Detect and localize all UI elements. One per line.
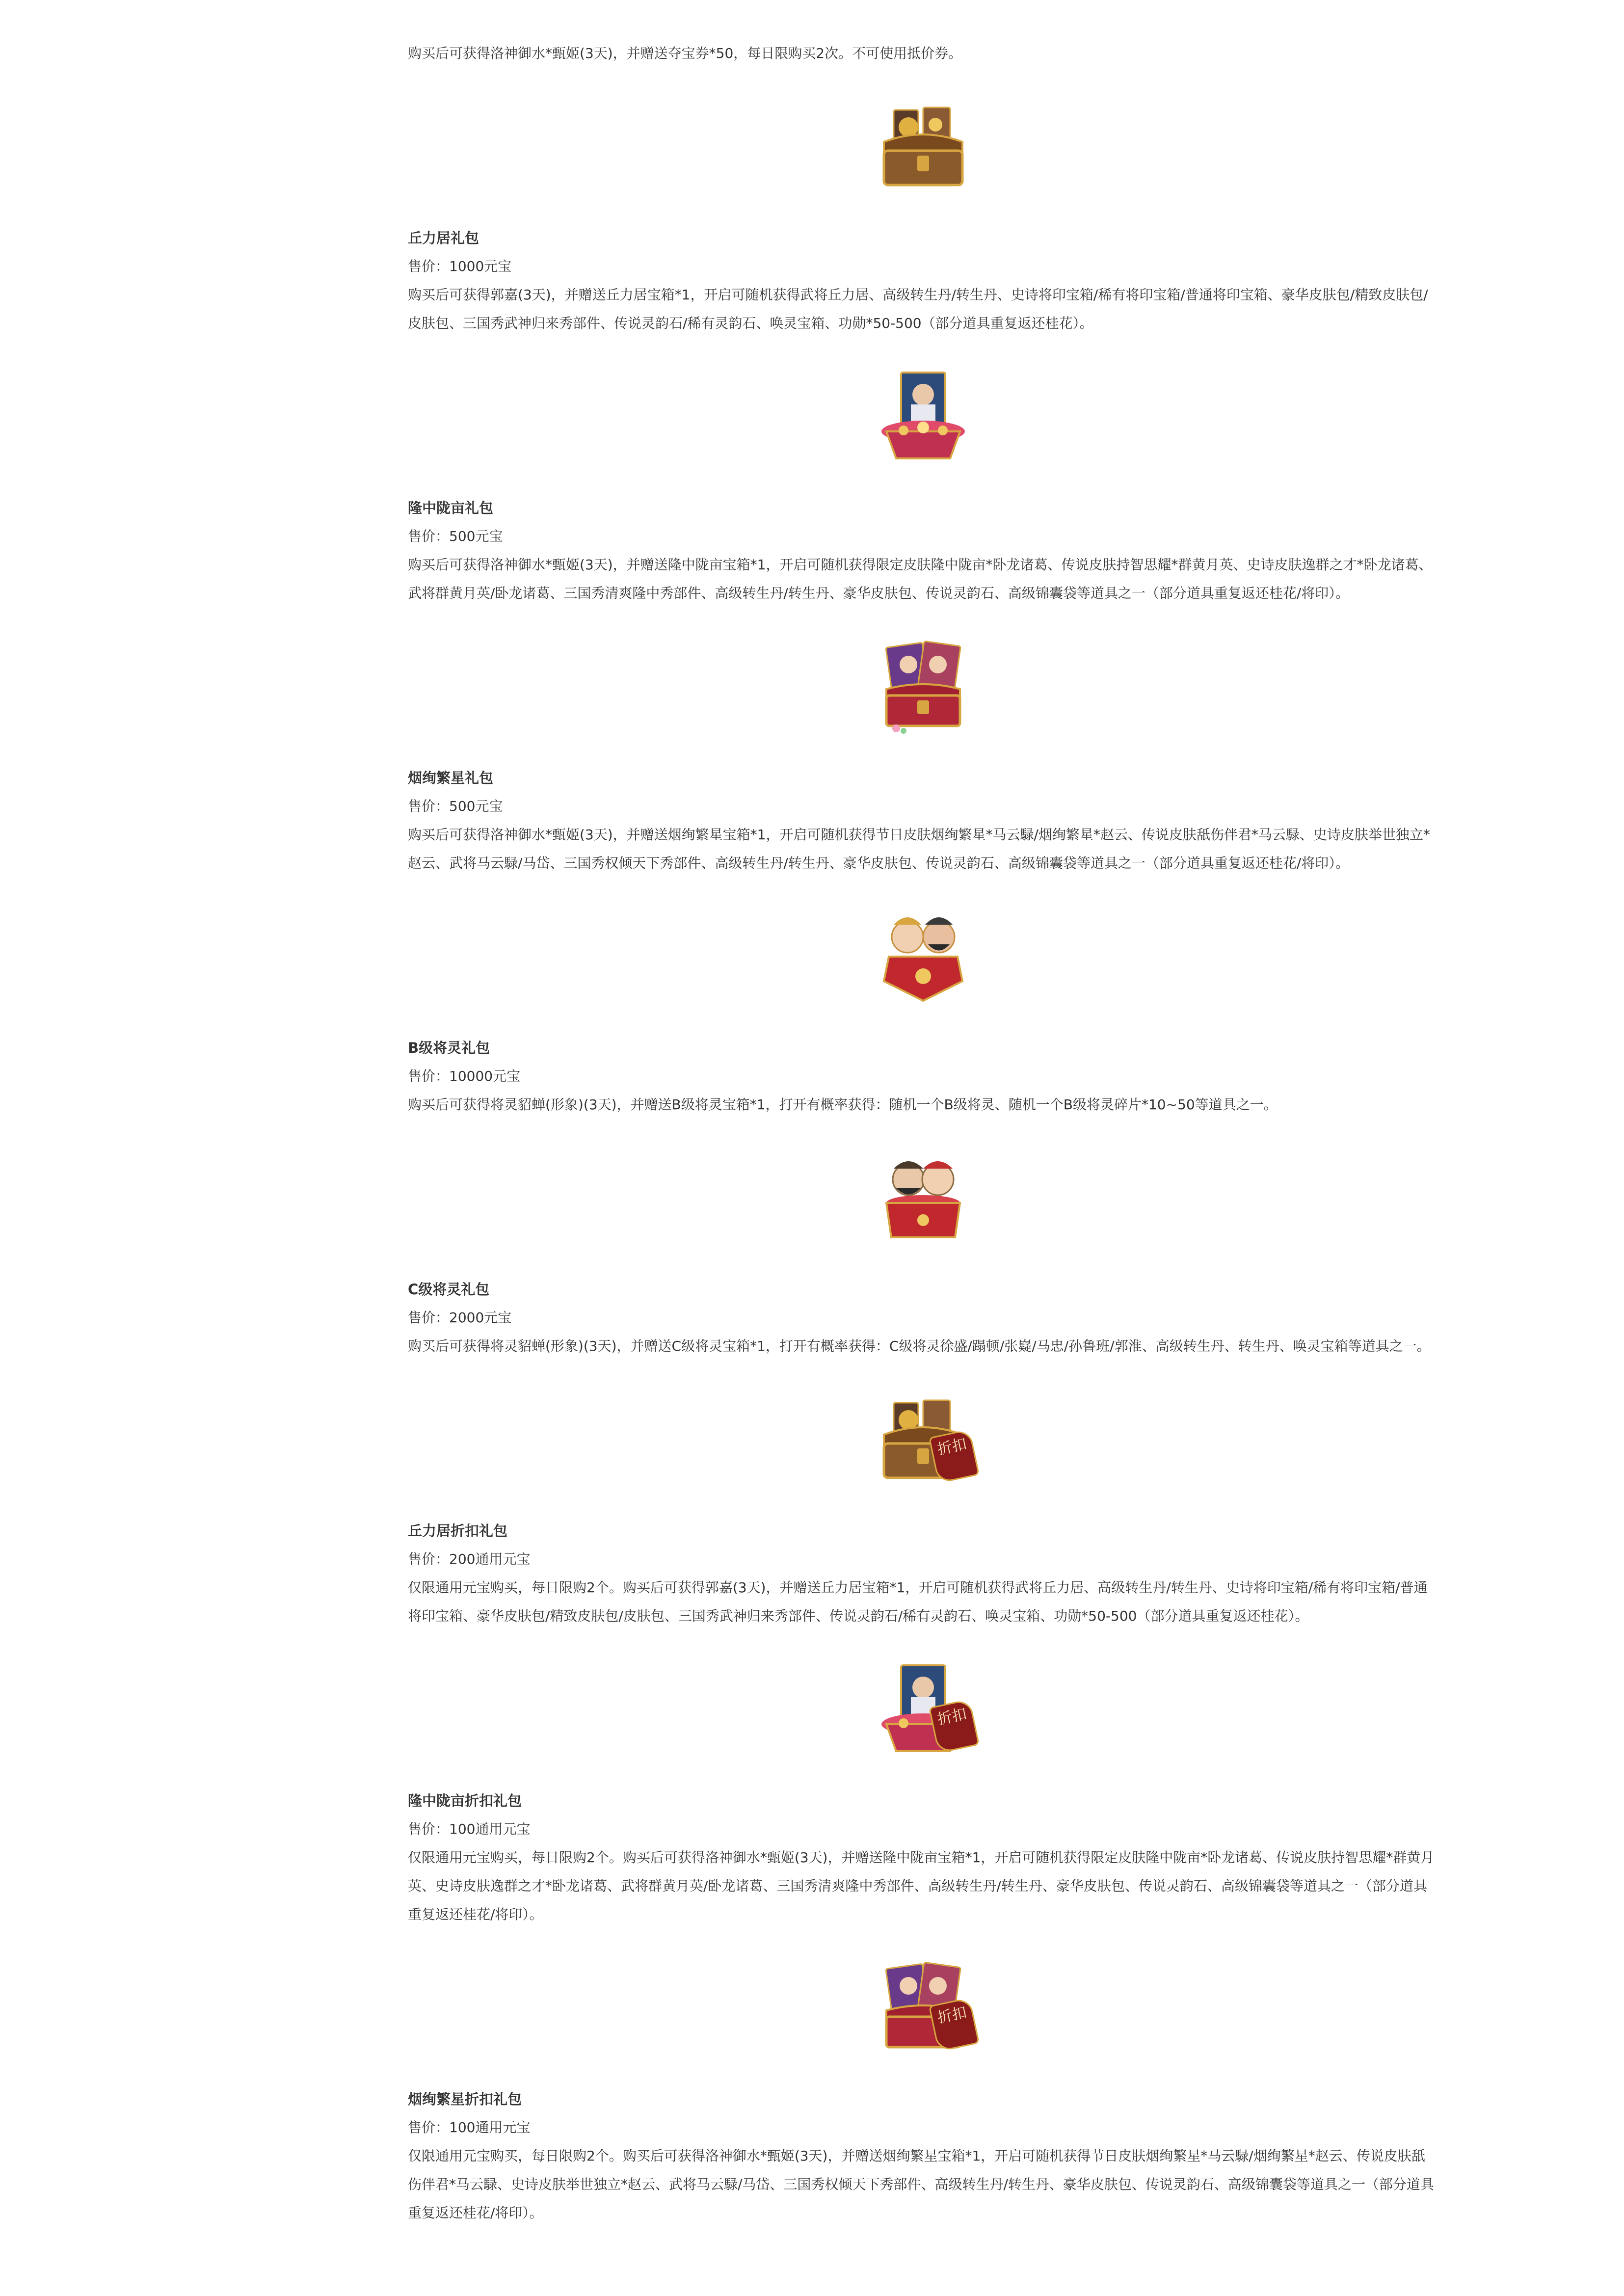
package-price: 售价：500元宝 [408, 528, 503, 544]
general-spirit-box-icon [874, 908, 972, 1006]
discount-label: 折扣 [935, 1705, 968, 1729]
package-description: 购买后可获得将灵貂蝉(形象)(3天)，并赠送B级将灵宝箱*1，打开有概率获得：随机一个B级将灵、随机一个B级将灵碎片*10~50等道具之一。 [408, 1096, 1278, 1113]
package-description: 购买后可获得郭嘉(3天)，并赠送丘力居宝箱*1，开启可随机获得武将丘力居、高级转生丹/转生丹、史诗将印宝箱/稀有将印宝箱/普通将印宝箱、豪华皮肤包/精致皮肤包/皮肤包、三国秀武神归来秀部件、传说灵韵石/稀有灵韵石、唤灵宝箱、功勋*50-500（部分道具重复返还桂花）。 [408, 287, 1428, 331]
package-description: 仅限通用元宝购买，每日限购2个。购买后可获得郭嘉(3天)，并赠送丘力居宝箱*1，开启可随机获得武将丘力居、高级转生丹/转生丹、史诗将印宝箱/稀有将印宝箱/普通将印宝箱、豪华皮肤包/精致皮肤包/皮肤包、三国秀武神归来秀部件、传说灵韵石/稀有灵韵石、唤灵宝箱、功勋*50-500（部分道具重复返还桂花）。 [408, 1579, 1428, 1624]
package-title: 烟绚繁星礼包 [408, 770, 494, 786]
package-icon-row [408, 1383, 1438, 1496]
treasure-chest-icon [874, 98, 972, 196]
package-price: 售价：1000元宝 [408, 258, 512, 274]
gift-pack-list [408, 39, 1438, 2227]
package-price: 售价：2000元宝 [408, 1309, 512, 1326]
package-description: 仅限通用元宝购买，每日限购2个。购买后可获得洛神御水*甄姬(3天)，并赠送隆中陇亩宝箱*1，开启可随机获得限定皮肤隆中陇亩*卧龙诸葛、传说皮肤持智思耀*群黄月英、史诗皮肤逸群之才*卧龙诸葛、武将群黄月英/卧龙诸葛、三国秀清爽隆中秀部件、高级转生丹/转生丹、豪华皮肤包、传说灵韵石、高级锦囊袋等道具之一（部分道具重复返还桂花/将印）。 [408, 1849, 1435, 1922]
package-icon-row [408, 1142, 1438, 1255]
package-icon-row [408, 1653, 1438, 1766]
discount-portrait-chest-icon [874, 1959, 972, 2057]
package-icon-row [408, 360, 1438, 473]
package-icon-row [408, 90, 1438, 203]
portrait-chest-icon [874, 638, 972, 736]
package-icon-row [408, 630, 1438, 743]
package-description: 仅限通用元宝购买，每日限购2个。购买后可获得洛神御水*甄姬(3天)，并赠送烟绚繁星宝箱*1，开启可随机获得节日皮肤烟绚繁星*马云騄/烟绚繁星*赵云、传说皮肤舐伤伴君*马云騄、史诗皮肤举世独立*赵云、武将马云騄/马岱、三国秀权倾天下秀部件、高级转生丹/转生丹、豪华皮肤包、传说灵韵石、高级锦囊袋等道具之一（部分道具重复返还桂花/将印）。 [408, 2148, 1434, 2221]
discount-label: 折扣 [935, 1435, 968, 1459]
package-price: 售价：500元宝 [408, 798, 503, 814]
package-price: 售价：10000元宝 [408, 1068, 521, 1084]
package-title: B级将灵礼包 [408, 1040, 490, 1056]
portrait-gift-box-icon [874, 368, 972, 466]
package-title: 隆中陇亩折扣礼包 [408, 1792, 522, 1809]
package-description: 购买后可获得将灵貂蝉(形象)(3天)，并赠送C级将灵宝箱*1，打开有概率获得：C级将灵徐盛/蹋顿/张嶷/马忠/孙鲁班/郭淮、高级转生丹、转生丹、唤灵宝箱等道具之一。 [408, 1338, 1431, 1354]
package-title: 丘力居折扣礼包 [408, 1522, 508, 1539]
discount-portrait-box-icon [874, 1660, 972, 1759]
package-icon-row [408, 900, 1438, 1013]
package-price: 售价：200通用元宝 [408, 1551, 531, 1567]
package-icon-row [408, 1951, 1438, 2064]
discount-chest-icon [874, 1390, 972, 1489]
discount-label: 折扣 [935, 2003, 968, 2027]
package-price: 售价：100通用元宝 [408, 2119, 531, 2136]
intro-text: 购买后可获得洛神御水*甄姬(3天)，并赠送夺宝券*50，每日限购买2次。不可使用抵价券。 [408, 45, 962, 61]
general-spirit-box-icon [874, 1149, 972, 1247]
package-description: 购买后可获得洛神御水*甄姬(3天)，并赠送烟绚繁星宝箱*1，开启可随机获得节日皮肤烟绚繁星*马云騄/烟绚繁星*赵云、传说皮肤舐伤伴君*马云騄、史诗皮肤举世独立*赵云、武将马云騄/马岱、三国秀权倾天下秀部件、高级转生丹/转生丹、豪华皮肤包、传说灵韵石、高级锦囊袋等道具之一（部分道具重复返还桂花/将印）。 [408, 827, 1430, 871]
package-description: 购买后可获得洛神御水*甄姬(3天)，并赠送隆中陇亩宝箱*1，开启可随机获得限定皮肤隆中陇亩*卧龙诸葛、传说皮肤持智思耀*群黄月英、史诗皮肤逸群之才*卧龙诸葛、武将群黄月英/卧龙诸葛、三国秀清爽隆中秀部件、高级转生丹/转生丹、豪华皮肤包、传说灵韵石、高级锦囊袋等道具之一（部分道具重复返还桂花/将印）。 [408, 557, 1433, 601]
package-price: 售价：100通用元宝 [408, 1821, 531, 1837]
package-title: C级将灵礼包 [408, 1281, 490, 1298]
package-title: 烟绚繁星折扣礼包 [408, 2091, 522, 2108]
package-title: 丘力居礼包 [408, 230, 479, 246]
package-title: 隆中陇亩礼包 [408, 500, 494, 516]
